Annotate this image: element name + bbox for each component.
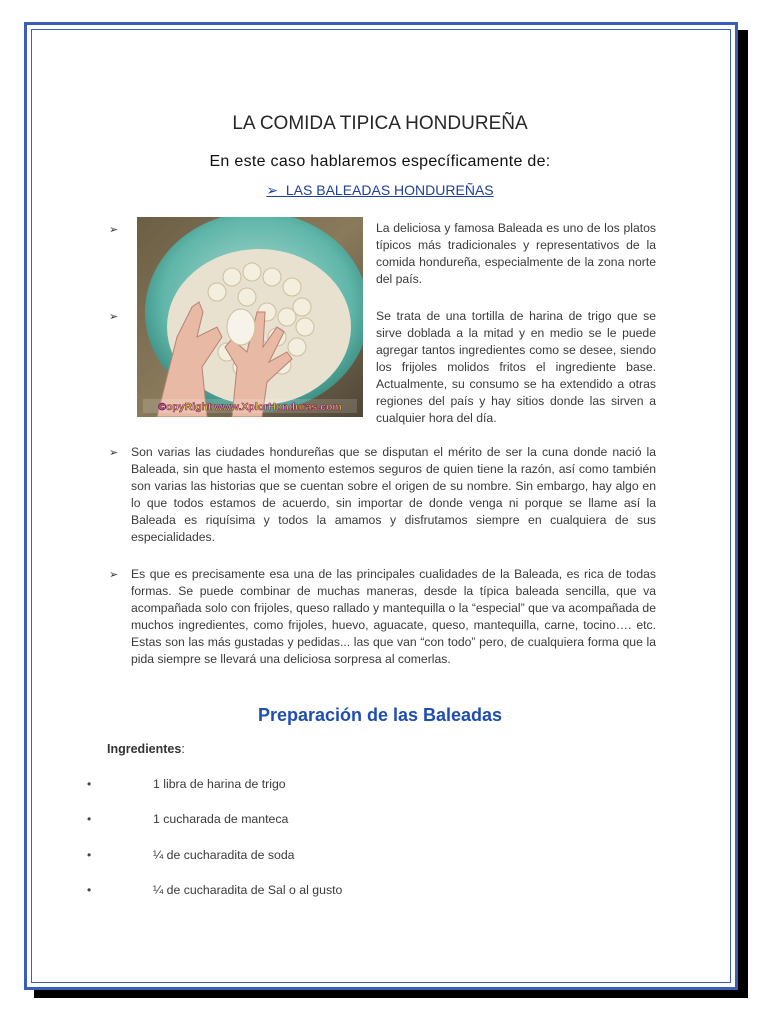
bullet-arrow-icon: ➢ [109,569,119,581]
document-page [24,22,738,990]
qualities-paragraph: Es que es precisamente esa una de las principales cualidades de la Baleada, es rica de todas formas. Se puede combinar de muchas maneras, desde la típica baleada sencilla, que va acompañada solo con frijoles, queso rallado y mantequilla o la “especial” que va acompañada de muchos ingredientes, como frijoles, huevo, aguacate, queso, mantequilla, carne, tocino…. etc. Estas son las más gustadas y pedidas... las que van “con todo” pero, de cualquiera forma que la pida siempre se llevará una deliciosa sorpresa al comerlas. [131,567,656,666]
photo-watermark: ©opyRight www.XplorHonduras.com [158,401,342,413]
ingredient-item: ¼ de cucharadita de Sal o al gusto [153,883,343,897]
bullet-arrow-icon: ➢ [109,447,119,459]
ingredient-item: ¼ de cucharadita de soda [153,848,295,862]
ingredient-item: 1 cucharada de manteca [153,812,289,826]
list-bullet-icon: • [87,777,92,791]
bullet-arrow-icon: ➢ [109,224,119,236]
baleadas-photo-art [137,217,363,417]
list-bullet-icon: • [87,848,92,862]
document-title: LA COMIDA TIPICA HONDUREÑA [232,113,528,134]
cities-paragraph: Son varias las ciudades hondureñas que se disputan el mérito de ser la cuna donde nació la Baleada, sin que hasta el momento estemos seguros de quien tiene la razón, así como también son varias las historias que se cuentan sobre el origen de su nombre. Sin embargo, hay algo en lo que todos estamos de acuerdo, sin importar de donde venga ni porque se llame así la Baleada es riquísima y todos la amamos y disfrutamos siempre en cualquiera de sus especialidades. [131,445,656,544]
link-label: LAS BALEADAS HONDUREÑAS [285,182,494,198]
ingredients-label: Ingredientes: [107,742,185,756]
list-bullet-icon: • [87,812,92,826]
link-arrow-icon: ➢ [266,182,279,198]
document-subtitle: En este caso hablaremos específicamente de: [209,153,551,170]
list-bullet-icon: • [87,883,92,897]
baleadas-photo [137,217,363,417]
intro-paragraph-1: La deliciosa y famosa Baleada es uno de los platos típicos más tradicionales y representativos de la comida hondureña, especialmente de la zona norte del país. [376,221,656,286]
baleadas-link[interactable] [27,182,733,199]
ingredient-item: 1 libra de harina de trigo [153,777,286,791]
bullet-arrow-icon: ➢ [109,311,119,323]
preparation-heading: Preparación de las Baleadas [257,705,503,725]
intro-paragraph-2: Se trata de una tortilla de harina de trigo que se sirve doblada a la mitad y en medio se le puede agregar tantos ingredientes como se desee, siendo los frijoles molidos fritos el ingrediente base. Actualmente, su consumo se ha extendido a otras regiones del país y hay sitios donde las sirven a cualquier hora del día. [376,309,656,425]
